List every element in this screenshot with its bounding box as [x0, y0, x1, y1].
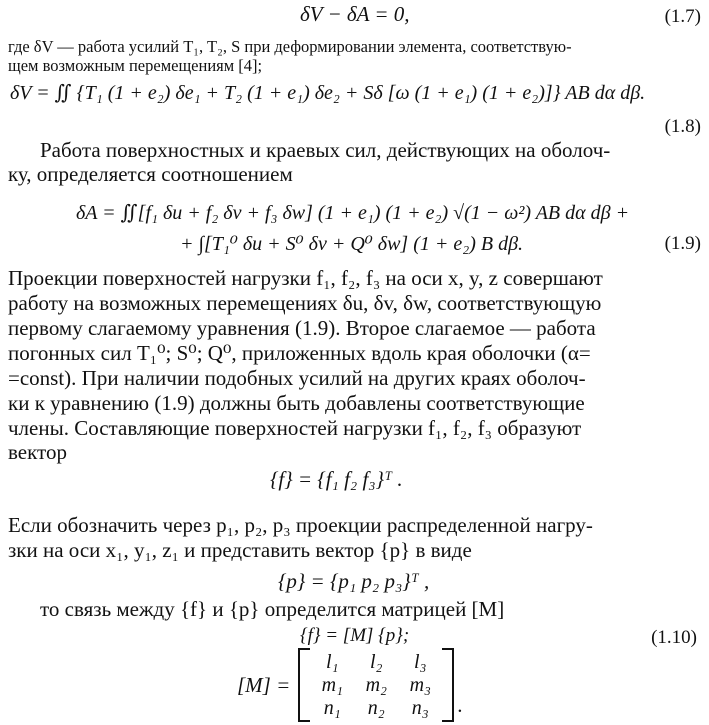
paragraph-3-line-2: работу на возможных перемещениях δu, δv, δw, соответствующую — [8, 291, 602, 315]
paragraph-3-line-7: члены. Составляющие поверхностей нагрузки f₁, f₂, f₃ образуют — [8, 416, 582, 440]
matrix-cell: m₃ — [409, 673, 431, 696]
paragraph-3-line-1: Проекции поверхностей нагрузки f₁, f₂, f₃ на оси x, y, z совершают — [8, 266, 603, 290]
equation-1-10-formula: {f} = [M] {p}; — [300, 625, 410, 646]
paragraph-3-line-4: погонных сил T₁⁰; S⁰; Q⁰, приложенных вдоль края оболочки (α= — [8, 341, 591, 365]
equation-1-7-formula: δV − δA = 0, — [300, 2, 410, 26]
paragraph-5-line-1: то связь между {f} и {p} определится матрицей [M] — [40, 597, 505, 621]
paragraph-3-line-3: первому слагаемому уравнения (1.9). Второе слагаемое — работа — [8, 316, 596, 340]
equation-1-7 — [300, 2, 410, 27]
matrix-cell: l₃ — [414, 650, 427, 673]
matrix-end-period: . — [457, 693, 463, 717]
matrix-right-bracket — [442, 648, 454, 722]
equation-1-8-formula: δV = ∬ {T₁ (1 + e₂) δe₁ + T₂ (1 + e₁) δe₂ + Sδ [ω (1 + e₁) (1 + e₂)]} AB dα dβ. — [10, 82, 646, 104]
matrix-cell: m₁ — [321, 673, 343, 696]
paragraph-3-line-6: ки к уравнению (1.9) должны быть добавлены соответствующие — [8, 391, 585, 415]
paragraph-3-line-5: =const). При наличии подобных усилий на других краях оболоч- — [8, 366, 586, 390]
matrix-cell: n₂ — [367, 696, 385, 719]
matrix-cell: l₁ — [326, 650, 339, 673]
matrix-cell: l₂ — [370, 650, 383, 673]
paragraph-3-line-8: вектор — [8, 440, 67, 464]
matrix-cell: m₂ — [365, 673, 387, 696]
paragraph-1-line-2: щем возможным перемещениям [4]; — [8, 56, 263, 75]
paragraph-2-line-1: Работа поверхностных и краевых сил, действующих на оболоч- — [40, 138, 611, 162]
paragraph-4-line-1: Если обозначить через p₁, p₂, p₃ проекции распределенной нагру- — [8, 513, 593, 537]
matrix-left-bracket — [298, 648, 310, 722]
matrix-m-grid — [310, 651, 442, 720]
equation-1-10-number: (1.10) — [651, 627, 697, 648]
paragraph-4-line-2: зки на оси x₁, y₁, z₁ и представить вектор {p} в виде — [8, 538, 472, 562]
equation-1-8-number: (1.8) — [664, 116, 701, 137]
matrix-cell: n₁ — [323, 696, 341, 719]
matrix-cell: n₃ — [411, 696, 429, 719]
paragraph-2-line-2: ку, определяется соотношением — [8, 162, 293, 186]
equation-1-7-number: (1.7) — [664, 6, 701, 27]
matrix-m — [237, 648, 463, 722]
equation-1-9-line-2: + ∫[T₁⁰ δu + S⁰ δv + Q⁰ δw] (1 + e₂) B dβ. — [180, 233, 524, 255]
matrix-m-label: [M] = — [237, 672, 291, 697]
equation-1-9-line-1: δA = ∬[f₁ δu + f₂ δv + f₃ δw] (1 + e₁) (1 + e₂) √(1 − ω²) AB dα dβ + — [76, 202, 630, 224]
equation-f-vector: {f} = {f₁ f₂ f₃}ᵀ . — [270, 467, 403, 491]
equation-1-9-number: (1.9) — [664, 233, 701, 254]
paragraph-1-line-1: где δV — работа усилий T₁, T₂, S при деформировании элемента, соответствую- — [8, 37, 572, 56]
equation-p-vector: {p} = {p₁ p₂ p₃}ᵀ , — [278, 569, 430, 593]
